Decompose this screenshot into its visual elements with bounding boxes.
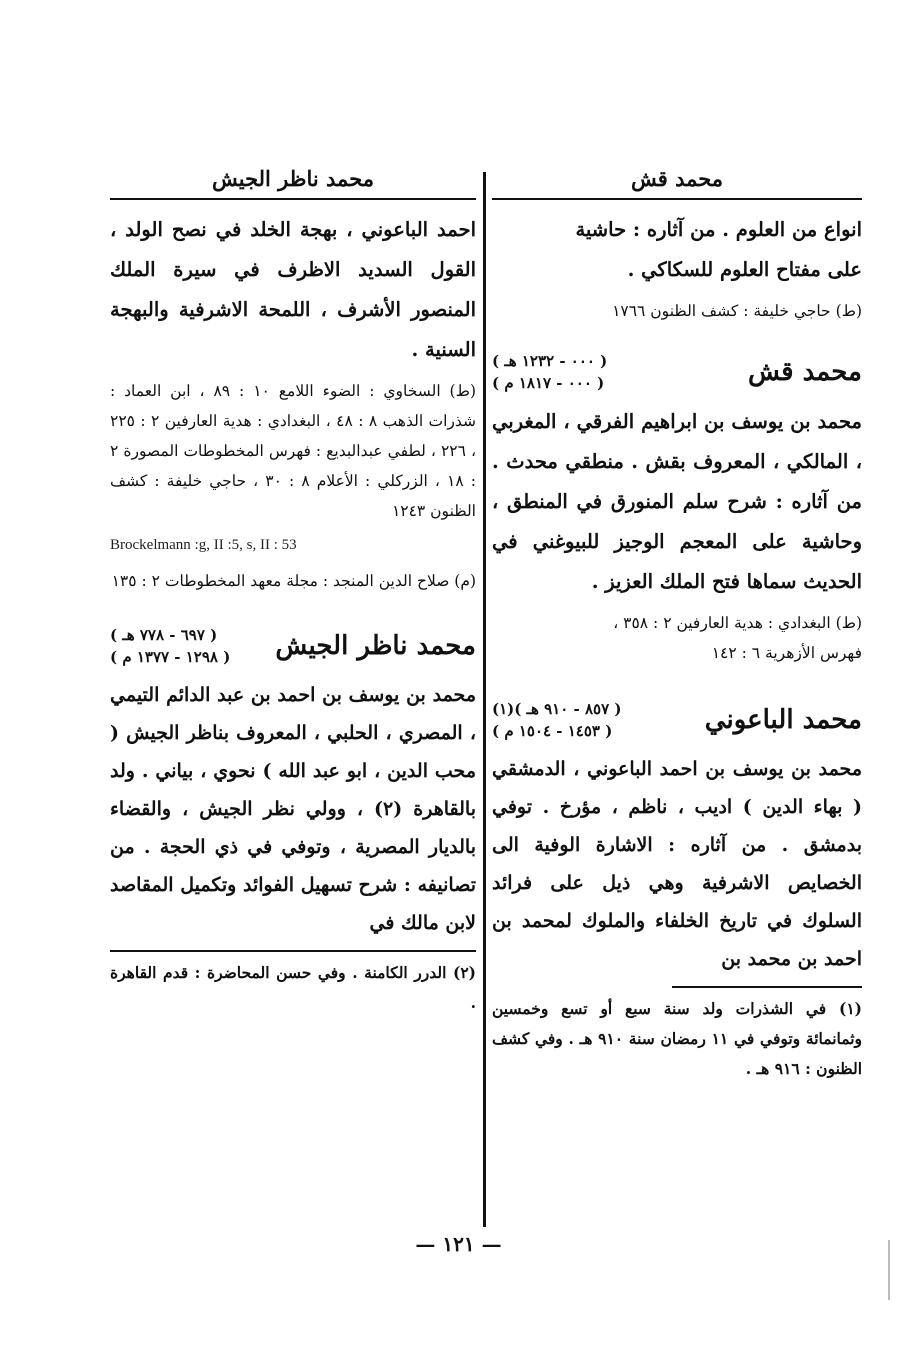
date-gregorian-qash: ( ٠٠٠ - ١٨١٧ م ) bbox=[492, 374, 605, 392]
left-header-rule bbox=[110, 198, 476, 200]
entry-heading-baouni bbox=[492, 698, 862, 742]
scan-artifact bbox=[888, 1240, 890, 1300]
right-intro-line-1: انواع من العلوم . من آثاره : حاشية bbox=[575, 218, 862, 241]
entry-ref-qash-1: (ط) البغدادي : هدية العارفين ٢ : ٣٥٨ ، bbox=[613, 614, 862, 632]
entry-dates-qash bbox=[492, 350, 607, 394]
entry-heading-nazir bbox=[110, 624, 476, 668]
column-divider bbox=[483, 172, 486, 1227]
right-running-header: محمد قش bbox=[630, 166, 724, 191]
right-footnote: (١) في الشذرات ولد سنة سبع أو تسع وخمسين وثمانمائة وتوفي في ١١ رمضان سنة ٩١٠ هـ . وفي كشف الظنون : ٩١٦ هـ . bbox=[492, 998, 862, 1078]
entry-name-qash: محمد قش bbox=[747, 357, 862, 387]
page-number: — ١٢١ — bbox=[415, 1232, 502, 1256]
right-column bbox=[492, 160, 862, 1084]
date-gregorian-nazir: ( ١٢٩٨ - ١٣٧٧ م ) bbox=[110, 648, 231, 666]
left-references: (ط) السخاوي : الضوء اللامع ١٠ : ٨٩ ، ابن العماد : شذرات الذهب ٨ : ٤٨ ، البغدادي : هدية العارفين ٢ : ٢٢٥ ، ٢٢٦ ، لطفي عبدالبديع : فهرس المخطوطات المصورة ٢ : ١٨ ، الزركلي : الأعلام ٨ : ٣٠ ، حاجي خليفة : كشف الظنون ١٢٤٣ bbox=[110, 382, 477, 520]
left-extra-reference: (م) صلاح الدين المنجد : مجلة معهد المخطوطات ٢ : ١٣٥ bbox=[111, 572, 476, 590]
entry-ref-qash-2: فهرس الأزهرية ٦ : ١٤٢ bbox=[711, 644, 862, 662]
left-intro-text: احمد الباعوني ، بهجة الخلد في نصح الولد ، القول السديد الاظرف في سيرة الملك المنصور الأشرف ، اللمحة الاشرفية والبهجة السنية . bbox=[110, 218, 476, 361]
entry-name-nazir: محمد ناظر الجيش bbox=[275, 631, 476, 661]
date-hijri-nazir: ( ٦٩٧ - ٧٧٨ هـ ) bbox=[110, 626, 218, 644]
date-gregorian-baouni: ( ١٤٥٣ - ١٥٠٤ م ) bbox=[492, 722, 613, 740]
entry-body-baouni: محمد بن يوسف بن احمد الباعوني ، الدمشقي ( بهاء الدين ) اديب ، ناظم ، مؤرخ . توفي بدمشق . من آثاره : الاشارة الوفية الى الخصايص الاشرفية وهي ذيل على فرائد السلوك في تاريخ الخلفاء والملوك لمحمد بن احمد بن محمد بن bbox=[492, 758, 862, 970]
entry-body-nazir: محمد بن يوسف بن احمد بن عبد الدائم التيمي ، المصري ، الحلبي ، المعروف بناظر الجيش ( محب الدين ، ابو عبد الله ) نحوي ، بياني . ولد بالقاهرة (٢) ، وولي نظر الجيش ، والقضاء بالديار المصرية ، وتوفي في ذي الحجة . من تصانيفه : شرح تسهيل الفوائد وتكميل المقاصد لابن مالك في bbox=[110, 684, 476, 934]
entry-dates-baouni bbox=[492, 698, 621, 742]
right-intro-reference: (ط) حاجي خليفة : كشف الظنون ١٧٦٦ bbox=[612, 302, 862, 320]
left-column bbox=[110, 160, 476, 1018]
date-hijri-baouni: ( ٨٥٧ - ٩١٠ هـ )(١) bbox=[492, 700, 622, 718]
left-running-header: محمد ناظر الجيش bbox=[211, 166, 375, 191]
entry-dates-nazir bbox=[110, 624, 230, 668]
entry-name-baouni: محمد الباعوني bbox=[704, 705, 862, 735]
left-latin-reference: Brockelmann :g, II :5, s, II : 53 bbox=[110, 537, 297, 553]
left-footnote: (٢) الدرر الكامنة . وفي حسن المحاضرة : قدم القاهرة . bbox=[110, 962, 476, 1012]
right-header-rule bbox=[492, 198, 862, 200]
entry-body-qash: محمد بن يوسف بن ابراهيم الفرقي ، المغربي ، المالكي ، المعروف بقش . منطقي محدث . من آثاره : شرح سلم المنورق في المنطق ، وحاشية على المعجم الوجيز للبيوغني في الحديث سماها فتح الملك العزيز . bbox=[492, 410, 862, 593]
entry-heading-qash bbox=[492, 350, 862, 394]
date-hijri-qash: ( ٠٠٠ - ١٢٣٢ هـ ) bbox=[492, 352, 608, 370]
right-intro-line-2: على مفتاح العلوم للسكاكي . bbox=[627, 258, 862, 281]
left-footnote-rule bbox=[110, 950, 476, 952]
right-footnote-rule bbox=[672, 986, 862, 988]
